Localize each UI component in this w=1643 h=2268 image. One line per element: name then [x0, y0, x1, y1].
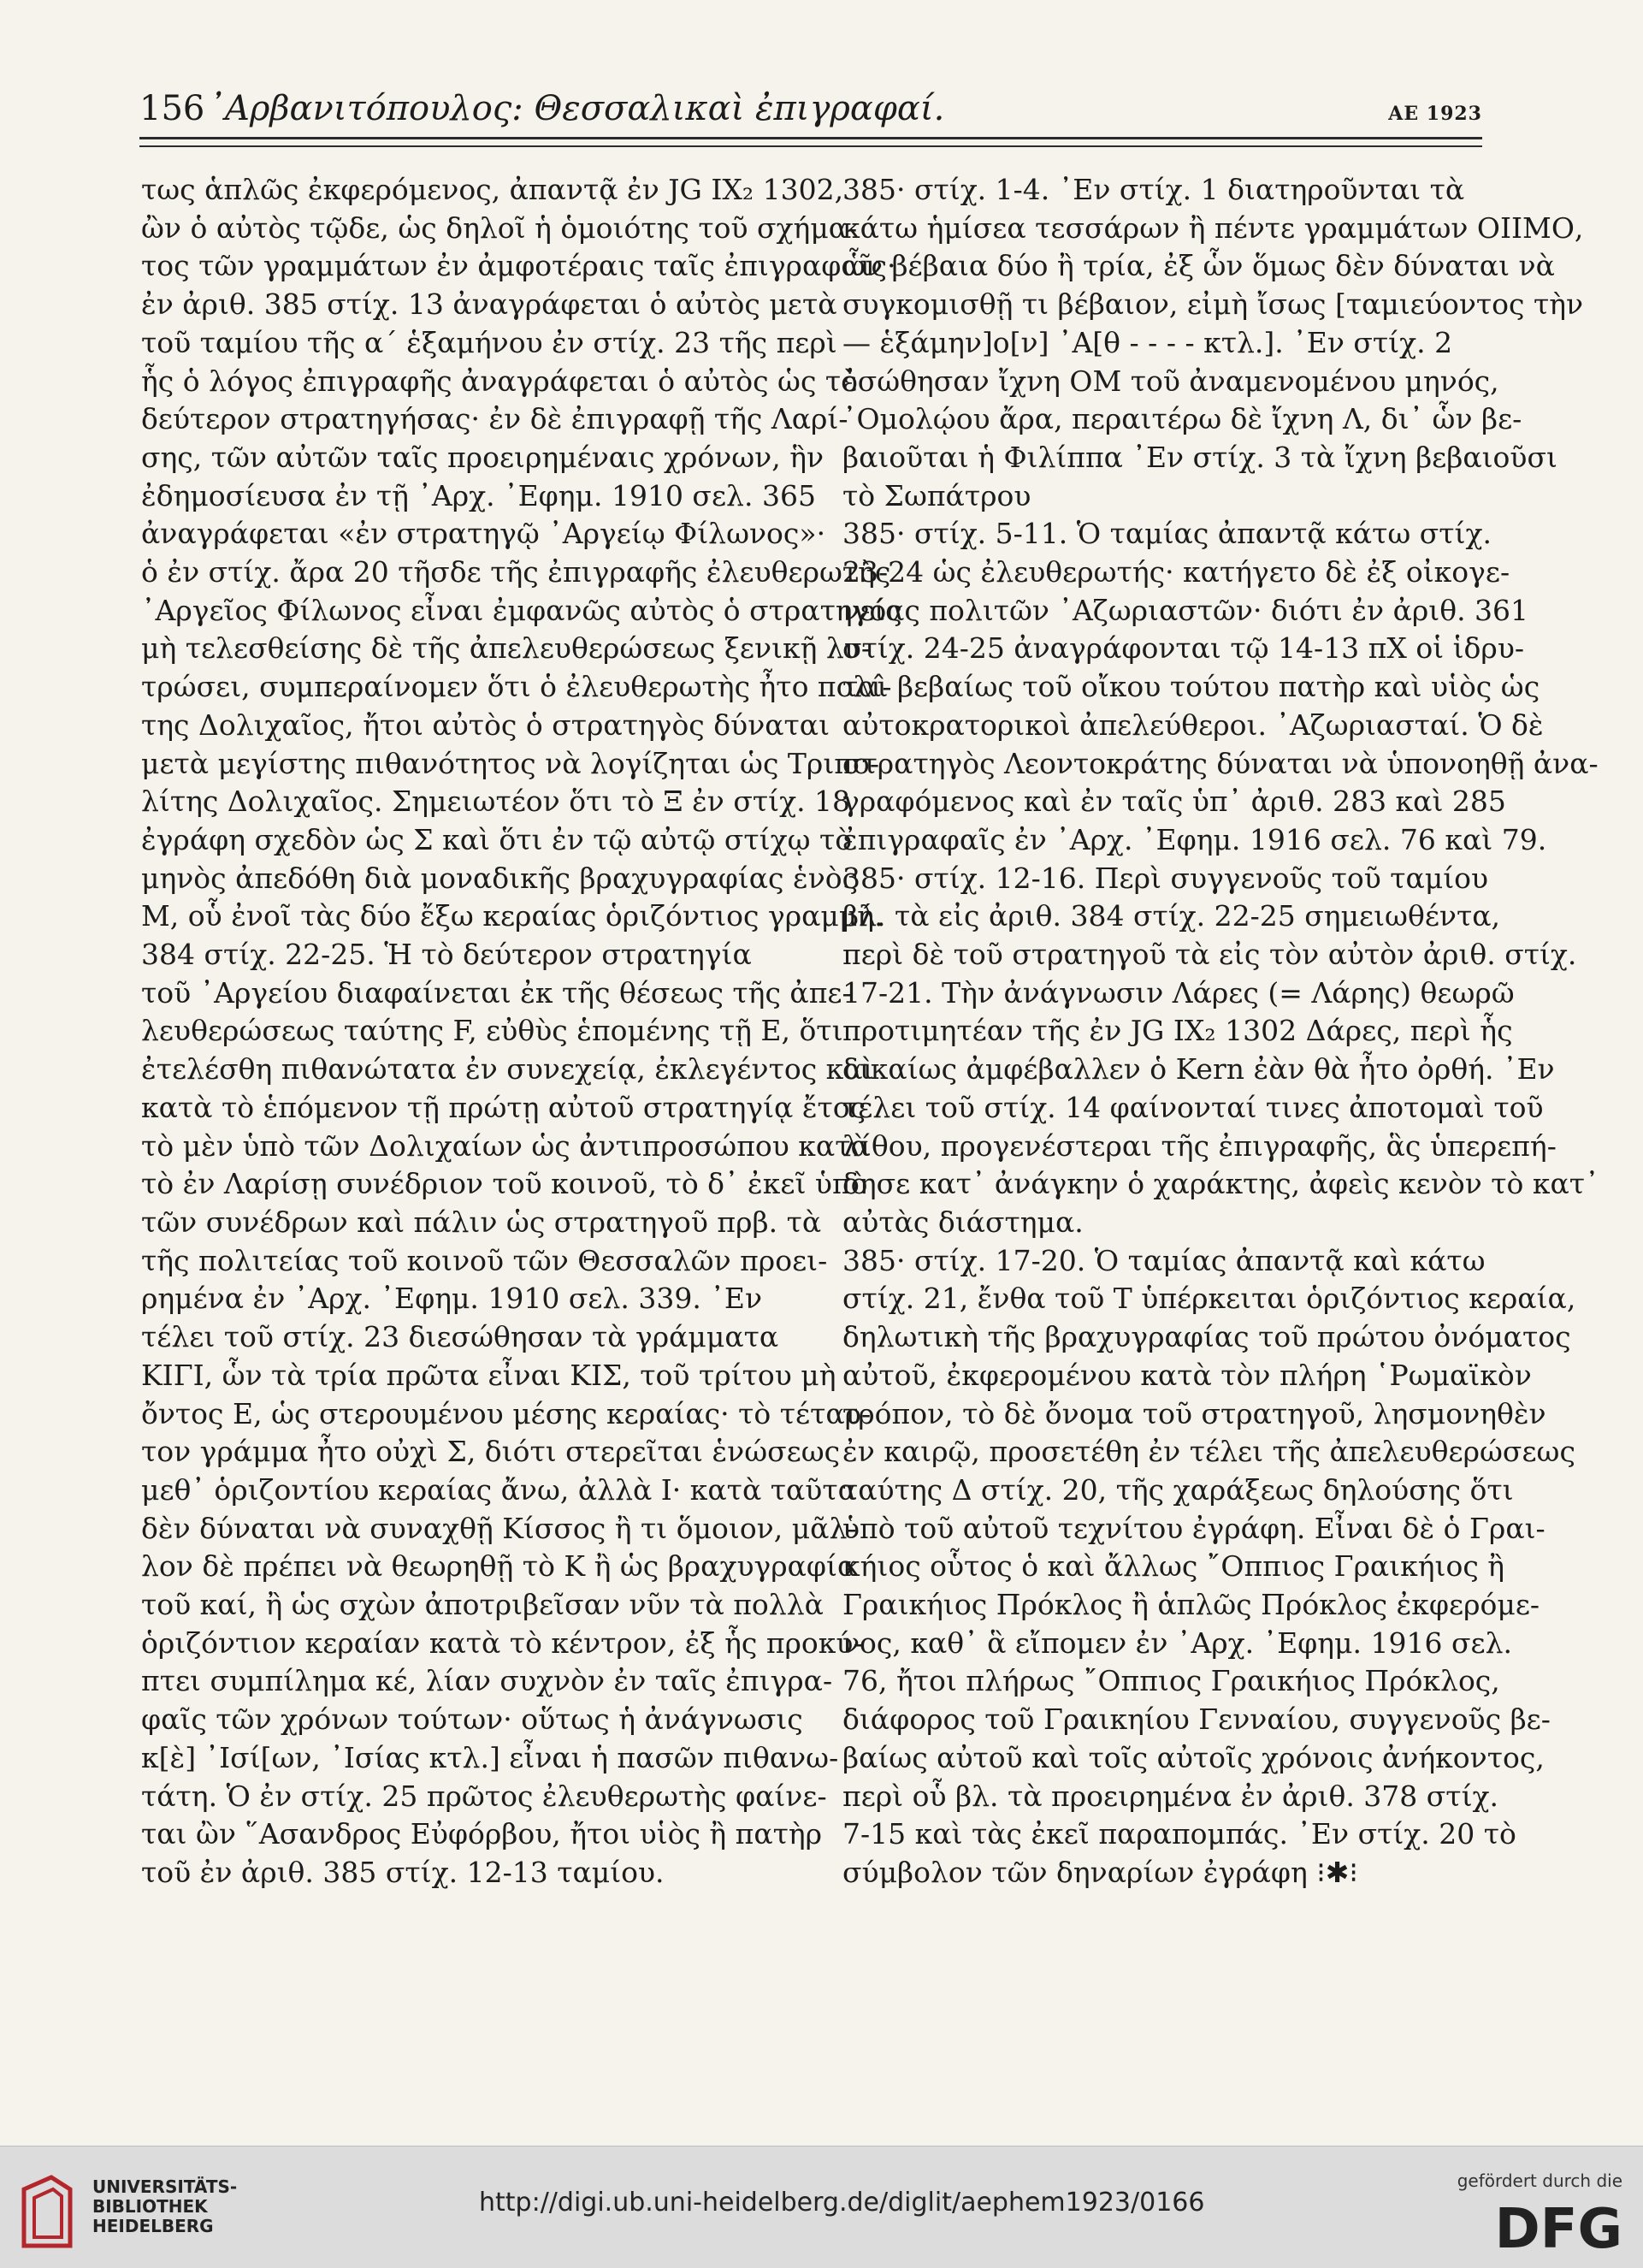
text-line: τὸ ἐν Λαρίσῃ συνέδριον τοῦ κοινοῦ, τὸ δ᾿ ἐκεῖ ὑπὸ — [141, 1167, 868, 1201]
library-name — [92, 2177, 237, 2236]
text-line: 17-21. Τὴν ἀνάγνωσιν Λάρες (= Λάρης) θεωρῶ — [842, 975, 1515, 1010]
text-line: κάτω ἡμίσεα τεσσάρων ἢ πέντε γραμμάτων ΟΙΙΜΟ, — [842, 210, 1584, 245]
text-line: τῆς πολιτείας τοῦ κοινοῦ τῶν Θεσσαλῶν προει- — [141, 1243, 828, 1277]
text-line: δὲν δύναται νὰ συναχθῇ Κίσσος ἢ τι ὅμοιον, μᾶλ- — [141, 1511, 857, 1545]
text-line: Γραικήιος Πρόκλος ἢ ἁπλῶς Πρόκλος ἐκφερόμε- — [842, 1588, 1540, 1622]
text-line: μὴ τελεσθείσης δὲ τῆς ἀπελευθερώσεως ξενικῇ λυ- — [141, 631, 872, 666]
library-name-line: UNIVERSITÄTS- — [92, 2176, 238, 2197]
text-line: κατὰ τὸ ἑπόμενον τῇ πρώτῃ αὐτοῦ στρατηγίᾳ ἔτος — [141, 1090, 866, 1124]
text-line: τοῦ ταμίου τῆς α΄ ἑξαμήνου ἐν στίχ. 23 τῆς περὶ — [141, 325, 837, 359]
text-line: σης, τῶν αὐτῶν ταῖς προειρημέναις χρόνων, ἣν — [141, 440, 824, 474]
university-library-logo — [17, 2172, 77, 2251]
running-head — [139, 89, 1482, 140]
text-line: 385· στίχ. 12-16. Περὶ συγγενοῦς τοῦ ταμίου — [842, 861, 1489, 895]
text-line: περὶ δὲ τοῦ στρατηγοῦ τὰ εἰς τὸν αὐτὸν ἀριθ. στίχ. — [842, 938, 1577, 972]
text-line: περὶ οὗ βλ. τὰ προειρημένα ἐν ἀριθ. 378 στίχ. — [842, 1779, 1498, 1813]
text-line: στίχ. 24-25 ἀναγράφονται τῷ 14-13 πΧ οἱ ἱδρυ- — [842, 631, 1525, 666]
text-line: ὁ ἐν στίχ. ἄρα 20 τῆσδε τῆς ἐπιγραφῆς ἐλευθερωτὴς — [141, 555, 891, 589]
text-line: λίτης Δολιχαῖος. Σημειωτέον ὅτι τὸ Ξ ἐν στίχ. 18 — [141, 785, 851, 819]
right-column — [842, 171, 1599, 1892]
header-rule-bottom — [139, 145, 1482, 147]
text-line: ΚΙΓΙ, ὧν τὰ τρία πρῶτα εἶναι ΚΙΣ, τοῦ τρίτου μὴ — [141, 1358, 836, 1392]
text-line: τρόπον, τὸ δὲ ὄνομα τοῦ στρατηγοῦ, λησμονηθὲν — [842, 1396, 1546, 1430]
text-line: δησε κατ᾿ ἀνάγκην ὁ χαράκτης, ἀφεὶς κενὸν τὸ κατ᾿ — [842, 1167, 1599, 1201]
text-line: λον δὲ πρέπει νὰ θεωρηθῇ τὸ Κ ἢ ὡς βραχυγραφία — [141, 1549, 857, 1584]
text-line: τοῦ καί, ἢ ὡς σχὼν ἀποτριβεῖσαν νῦν τὰ πολλὰ — [141, 1588, 824, 1622]
text-line: συγκομισθῇ τι βέβαιον, εἰμὴ ἴσως [ταμιεύοντος τὴν — [842, 287, 1584, 322]
text-line: ἐγράφη σχεδὸν ὡς Σ καὶ ὅτι ἐν τῷ αὐτῷ στίχῳ τὸ — [141, 822, 853, 856]
text-line: βαίως αὐτοῦ καὶ τοῖς αὐτοῖς χρόνοις ἀνήκοντος, — [842, 1740, 1545, 1774]
text-line: ται ὢν ῞Ασανδρος Εὐφόρβου, ἤτοι υἱὸς ἢ πατὴρ — [141, 1817, 823, 1851]
text-line: τοῦ ᾿Αργείου διαφαίνεται ἐκ τῆς θέσεως τῆς ἀπε- — [141, 975, 852, 1010]
library-name-line: HEIDELBERG — [92, 2216, 214, 2236]
text-line: τοῦ ἐν ἀριθ. 385 στίχ. 12-13 ταμίου. — [141, 1855, 665, 1889]
text-line: ἀναγράφεται «ἐν στρατηγῷ ᾿Αργείῳ Φίλωνος»· — [141, 517, 826, 551]
text-line: τέλει τοῦ στίχ. 23 διεσώθησαν τὰ γράμματα — [141, 1320, 779, 1354]
source-url-link[interactable]: http://digi.ub.uni-heidelberg.de/diglit/aephem1923/0166 — [479, 2188, 1205, 2218]
funding-note — [1409, 2170, 1622, 2261]
text-line: ὧν βέβαια δύο ἢ τρία, ἐξ ὧν ὅμως δὲν δύναται νὰ — [842, 249, 1555, 283]
journal-mark: ΑΕ 1923 — [1388, 103, 1482, 125]
text-line: δεύτερον στρατηγήσας· ἐν δὲ ἐπιγραφῇ τῆς Λαρί- — [141, 402, 848, 436]
text-line: αὐτοῦ, ἐκφερομένου κατὰ τὸν πλήρη ῾Ρωμαϊκὸν — [842, 1358, 1532, 1392]
text-line: ᾿Ομολῴου ἄρα, περαιτέρω δὲ ἴχνη Λ, δι᾿ ὧν βε- — [842, 402, 1522, 436]
text-line: λευθερώσεως ταύτης F, εὐθὺς ἑπομένης τῇ Ε, ὅτι — [141, 1014, 843, 1048]
text-line: τάτη. Ὁ ἐν στίχ. 25 πρῶτος ἐλευθερωτὴς φαίνε- — [141, 1779, 827, 1813]
text-line: ἧς ὁ λόγος ἐπιγραφῆς ἀναγράφεται ὁ αὐτὸς ὡς τὸ — [141, 364, 859, 398]
text-line: 385· στίχ. 5-11. Ὁ ταμίας ἀπαντᾷ κάτω στίχ. — [842, 517, 1492, 551]
dfg-logo — [1443, 2198, 1622, 2261]
text-line: 76, ἤτοι πλήρως ῎Οππιος Γραικήιος Πρόκλος, — [842, 1664, 1500, 1698]
text-line: — ἑξάμην]ο[ν] ᾿Α[θ - - - - κτλ.]. ᾿Εν στίχ. 2 — [842, 325, 1453, 359]
library-name-line: BIBLIOTHEK — [92, 2196, 208, 2217]
text-line: μετὰ μεγίστης πιθανότητος νὰ λογίζηται ὡς Τριπο- — [141, 746, 879, 780]
text-line: τως ἁπλῶς ἐκφερόμενος, ἀπαντᾷ ἐν JG IX₂ 1302, — [141, 173, 844, 206]
text-line: της Δολιχαῖος, ἤτοι αὐτὸς ὁ στρατηγὸς δύναται — [141, 708, 830, 742]
text-line: λίθου, προγενέστεραι τῆς ἐπιγραφῆς, ἃς ὑπερεπή- — [842, 1128, 1557, 1163]
text-line: στρατηγὸς Λεοντοκράτης δύναται νὰ ὑπονοηθῇ ἀνα- — [842, 746, 1599, 780]
text-line: κ[ὲ] ᾿Ισί[ων, ᾿Ισίας κτλ.] εἶναι ἡ πασῶν πιθανω- — [141, 1740, 839, 1774]
text-line: τὸ Σωπάτρου — [842, 478, 1031, 512]
text-line: δικαίως ἀμφέβαλλεν ὁ Kern ἐὰν θὰ ἦτο ὀρθή. ᾿Εν — [842, 1052, 1555, 1087]
text-line: ὄντος Ε, ὡς στερουμένου μέσης κεραίας· τὸ τέταρ- — [141, 1396, 872, 1430]
footer-bar — [0, 2146, 1643, 2268]
text-line: 385· στίχ. 17-20. Ὁ ταμίας ἀπαντᾷ καὶ κάτω — [842, 1243, 1486, 1277]
text-line: αὐτοκρατορικοὶ ἀπελεύθεροι. ᾿Αζωριασταί. Ὁ δὲ — [842, 708, 1544, 742]
text-line: τον γράμμα ἦτο οὐχὶ Σ, διότι στερεῖται ἑνώσεως — [141, 1435, 841, 1469]
text-line: μεθ᾿ ὁριζοντίου κεραίας ἄνω, ἀλλὰ Ι· κατὰ ταῦτα — [141, 1472, 857, 1507]
dfg-logo-text: DFG — [1494, 2198, 1622, 2261]
text-line: νος, καθ᾿ ἃ εἴπομεν ἐν ᾿Αρχ. ᾿Εφημ. 1916 σελ. — [842, 1625, 1512, 1660]
text-line: τέλει τοῦ στίχ. 14 φαίνονταί τινες ἀποτομαὶ τοῦ — [842, 1090, 1544, 1124]
text-line: ἐτελέσθη πιθανώτατα ἐν συνεχείᾳ, ἐκλεγέντος καὶ — [141, 1052, 874, 1087]
text-line: ὢν ὁ αὐτὸς τῷδε, ὡς δηλοῖ ἡ ὁμοιότης τοῦ σχήμα- — [141, 210, 858, 245]
text-line: πτει συμπίλημα κέ, λίαν συχνὸν ἐν ταῖς ἐπιγρα- — [141, 1664, 833, 1698]
text-line: ὁριζόντιον κεραίαν κατὰ τὸ κέντρον, ἐξ ἧς προκύ- — [141, 1625, 863, 1660]
text-line: ἐν καιρῷ, προσετέθη ἐν τέλει τῆς ἀπελευθερώσεως — [842, 1435, 1575, 1469]
text-line: ρημένα ἐν ᾿Αρχ. ᾿Εφημ. 1910 σελ. 339. ᾿Εν — [141, 1282, 763, 1316]
text-line: νείας πολιτῶν ᾿Αζωριαστῶν· διότι ἐν ἀριθ. 361 — [842, 593, 1529, 627]
text-line: γραφόμενος καὶ ἐν ταῖς ὑπ᾿ ἀριθ. 283 καὶ 285 — [842, 785, 1506, 819]
text-line: στίχ. 21, ἔνθα τοῦ Τ ὑπέρκειται ὁριζόντιος κεραία, — [842, 1282, 1576, 1316]
text-line: τῶν συνέδρων καὶ πάλιν ὡς στρατηγοῦ πρβ. τὰ — [141, 1205, 822, 1239]
text-line: τρώσει, συμπεραίνομεν ὅτι ὁ ἐλευθερωτὴς ἦτο πολί- — [141, 670, 892, 704]
text-line: ἐδημοσίευσα ἐν τῇ ᾿Αρχ. ᾿Εφημ. 1910 σελ. 365 — [141, 478, 816, 512]
text-line: ἐσώθησαν ἴχνη ΟΜ τοῦ ἀναμενομένου μηνός, — [842, 364, 1499, 398]
header-rule-top — [139, 137, 1482, 139]
text-line: δηλωτικὴ τῆς βραχυγραφίας τοῦ πρώτου ὀνόματος — [842, 1320, 1571, 1354]
text-line: ἐν ἀριθ. 385 στίχ. 13 ἀναγράφεται ὁ αὐτὸς μετὰ — [141, 287, 837, 322]
text-line: 7-15 καὶ τὰς ἐκεῖ παραπομπάς. ᾿Εν στίχ. 20 τὸ — [842, 1817, 1516, 1851]
text-line: κήιος οὗτος ὁ καὶ ἄλλως ῎Οππιος Γραικήιος ἢ — [842, 1549, 1505, 1584]
funded-by-label: gefördert durch die — [1457, 2170, 1622, 2191]
text-line: ἐπιγραφαῖς ἐν ᾿Αρχ. ᾿Εφημ. 1916 σελ. 76 καὶ 79. — [842, 822, 1547, 856]
text-line: ὑπὸ τοῦ αὐτοῦ τεχνίτου ἐγράφη. Εἶναι δὲ ὁ Γραι- — [842, 1511, 1545, 1545]
text-line: 23-24 ὡς ἐλευθερωτής· κατήγετο δὲ ἐξ οἰκογε- — [842, 555, 1510, 589]
text-line: βλ. τὰ εἰς ἀριθ. 384 στίχ. 22-25 σημειωθέντα, — [842, 899, 1501, 933]
text-line: ταὶ βεβαίως τοῦ οἴκου τούτου πατὴρ καὶ υἱὸς ὡς — [842, 670, 1540, 704]
left-column — [141, 171, 902, 1892]
text-line: τὸ μὲν ὑπὸ τῶν Δολιχαίων ὡς ἀντιπροσώπου κατὰ — [141, 1128, 870, 1163]
text-line: μηνὸς ἀπεδόθη διὰ μοναδικῆς βραχυγραφίας ἑνὸς — [141, 861, 859, 895]
running-title: ᾿Αρβανιτόπουλος: Θεσσαλικαὶ ἐπιγραφαί. — [208, 89, 945, 128]
text-line: Μ, οὗ ἐνοῖ τὰς δύο ἔξω κεραίας ὁριζόντιος γραμμή. — [141, 899, 884, 933]
page-number: 156 — [139, 89, 205, 128]
text-line: φαῖς τῶν χρόνων τούτων· οὕτως ἡ ἀνάγνωσις — [141, 1702, 803, 1737]
text-line: προτιμητέαν τῆς ἐν JG IX₂ 1302 Δάρες, περὶ ἧς — [842, 1014, 1513, 1048]
text-line: σύμβολον τῶν δηναρίων ἐγράφη ⁝✱⁝ — [842, 1855, 1358, 1889]
text-line: 385· στίχ. 1-4. ᾿Εν στίχ. 1 διατηροῦνται τὰ — [842, 173, 1465, 206]
text-line: ταύτης Δ στίχ. 20, τῆς χαράξεως δηλούσης ὅτι — [842, 1472, 1514, 1507]
text-line: διάφορος τοῦ Γραικηίου Γενναίου, συγγενοῦς βε- — [842, 1702, 1551, 1737]
text-line: βαιοῦται ἡ Φιλίππα ᾿Εν στίχ. 3 τὰ ἴχνη βεβαιοῦσι — [842, 440, 1557, 474]
text-line: 384 στίχ. 22-25. Ἡ τὸ δεύτερον στρατηγία — [141, 938, 752, 972]
text-line: ᾿Αργεῖος Φίλωνος εἶναι ἐμφανῶς αὐτὸς ὁ στρατηγός — [141, 593, 902, 627]
text-line: αὐτὰς διάστημα. — [842, 1205, 1084, 1239]
text-line: τος τῶν γραμμάτων ἐν ἀμφοτέραις ταῖς ἐπιγραφαῖς· — [141, 249, 896, 283]
